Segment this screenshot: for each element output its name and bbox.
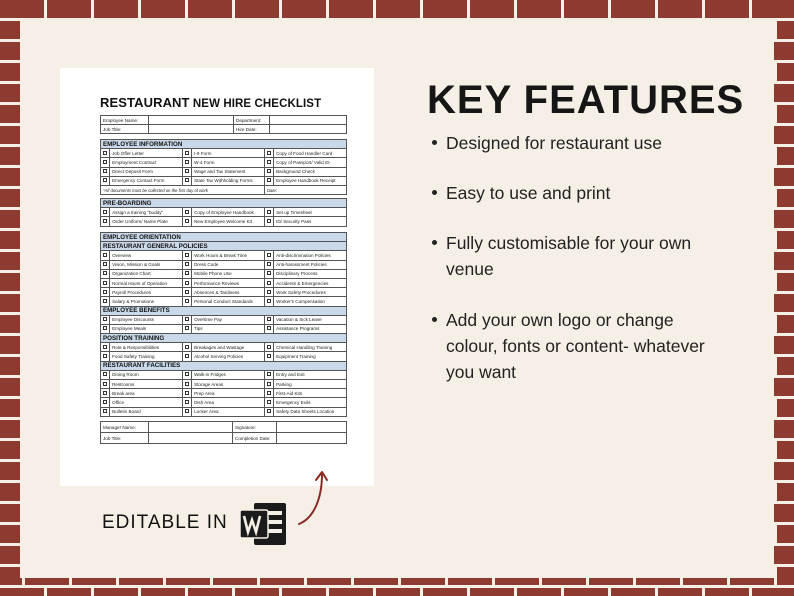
brick	[777, 21, 794, 39]
brick	[0, 399, 22, 417]
checkbox[interactable]	[101, 167, 110, 176]
brick	[658, 0, 702, 18]
checkbox[interactable]	[182, 217, 191, 226]
brick	[777, 567, 794, 585]
checkbox[interactable]	[264, 370, 273, 379]
checkbox[interactable]	[182, 260, 191, 269]
brick	[282, 0, 326, 18]
checklist-item-label: Order Uniform/ Name Plate	[110, 217, 183, 226]
header-fields	[100, 115, 347, 134]
checklist-item-label: Bulletin Board	[110, 407, 183, 416]
checklist-item-label: Performance Reviews	[192, 278, 265, 287]
checkbox[interactable]	[264, 343, 273, 352]
brick	[47, 588, 91, 596]
checklist-item-label: State Tax Withholding Forms	[192, 176, 265, 185]
section-heading: EMPLOYEE INFORMATION	[101, 140, 347, 149]
checkbox[interactable]	[182, 167, 191, 176]
brick	[235, 588, 279, 596]
brick	[0, 483, 22, 501]
brick	[94, 588, 138, 596]
curved-arrow-icon	[296, 468, 330, 528]
brick	[0, 441, 22, 459]
job-title-field[interactable]	[149, 125, 234, 134]
brick	[611, 0, 655, 18]
checkbox[interactable]	[101, 380, 110, 389]
brick	[564, 588, 608, 596]
checkbox[interactable]	[101, 343, 110, 352]
checklist-row	[101, 217, 347, 226]
checklist-row	[101, 158, 347, 167]
checklist-item-label: Parking	[274, 380, 347, 389]
checklist-item-label: Overview	[110, 251, 183, 260]
checklist-item-label: Copy of Employee Handbook	[192, 208, 265, 217]
checklist-item-label: Employee Discounts	[110, 315, 183, 324]
checkbox[interactable]	[101, 398, 110, 407]
section-heading: RESTAURANT GENERAL POLICIES	[101, 242, 347, 251]
brick	[188, 0, 232, 18]
checkbox[interactable]	[101, 389, 110, 398]
checklist-item-label: Copy of Food Handler Card	[274, 149, 347, 158]
checklist-item-label: New Employee Welcome Kit	[192, 217, 265, 226]
brick	[0, 21, 22, 39]
brick	[141, 588, 185, 596]
brick	[470, 588, 514, 596]
checkbox[interactable]	[101, 370, 110, 379]
checkbox[interactable]	[101, 269, 110, 278]
checklist-row	[101, 208, 347, 217]
department-label: Department:	[234, 116, 270, 125]
manager-name-field[interactable]	[149, 422, 233, 433]
checklist-item-label: Tips	[192, 324, 265, 333]
feature-text: Fully customisable for your own venue	[446, 233, 692, 279]
checklist-item-label: Employee Handbook Receipt	[274, 176, 347, 185]
checkbox[interactable]	[101, 176, 110, 185]
checklist-row	[101, 407, 347, 416]
checklist-item-label: Absences & Tardiness	[192, 288, 265, 297]
feature-text: Designed for restaurant use	[446, 133, 662, 153]
checklist-row	[101, 251, 347, 260]
checklist-item-label: I-9 Form	[192, 149, 265, 158]
footer-job-title-label: Job Title:	[101, 433, 149, 444]
checkbox[interactable]	[101, 407, 110, 416]
checkbox[interactable]	[182, 380, 191, 389]
checkbox[interactable]	[264, 297, 273, 306]
checklist-item-label: Organization Chart	[110, 269, 183, 278]
checkbox[interactable]	[101, 297, 110, 306]
checklist-item-label: Copy of Passport/ Valid ID	[274, 158, 347, 167]
signature-field[interactable]	[277, 422, 347, 433]
checkbox[interactable]	[264, 251, 273, 260]
hire-date-label: Hire Date:	[234, 125, 270, 134]
checkbox[interactable]	[264, 398, 273, 407]
checklist-item-label: W-4 Form	[192, 158, 265, 167]
checkbox[interactable]	[264, 158, 273, 167]
checklist-row	[101, 389, 347, 398]
brick	[0, 357, 22, 375]
document-title	[100, 95, 321, 110]
checklist-item-label: Restrooms	[110, 380, 183, 389]
section-heading: EMPLOYEE ORIENTATION	[101, 233, 347, 242]
checklist-row	[101, 398, 347, 407]
brick	[329, 588, 373, 596]
feature-item	[430, 130, 720, 156]
checklist-item-label: Entry and Exit	[274, 370, 347, 379]
brick	[329, 0, 373, 18]
checklist-item-label: Dress Code	[192, 260, 265, 269]
section-heading: RESTAURANT FACILITIES	[101, 361, 347, 370]
checklist-row	[101, 288, 347, 297]
department-field[interactable]	[270, 116, 347, 125]
checklist-item-label: Office	[110, 398, 183, 407]
footer-fields	[100, 421, 347, 444]
brick	[376, 0, 420, 18]
checklist-item-label: Locker Area	[192, 407, 265, 416]
checklist-row	[101, 297, 347, 306]
brick	[777, 483, 794, 501]
brick	[94, 0, 138, 18]
title-new-hire-checklist: NEW HIRE CHECKLIST	[192, 98, 322, 110]
checklist-item-label: Prep Area	[192, 389, 265, 398]
checkbox[interactable]	[264, 208, 273, 217]
checklist-item-label: Direct Deposit Form	[110, 167, 183, 176]
documents-note: *All documents must be collected on the first day of work	[101, 185, 265, 194]
checklist-item-label: First-Aid Kits	[274, 389, 347, 398]
checklist-item-label: Worker's Compensation	[274, 297, 347, 306]
checkbox[interactable]	[182, 176, 191, 185]
word-icon	[240, 501, 288, 547]
section-employee-orientation	[100, 232, 347, 417]
brick	[0, 231, 22, 249]
brick	[0, 0, 44, 18]
checkbox[interactable]	[101, 315, 110, 324]
signature-label: Signature:	[233, 422, 277, 433]
checkbox[interactable]	[182, 389, 191, 398]
checkbox[interactable]	[101, 158, 110, 167]
checkbox[interactable]	[264, 324, 273, 333]
checklist-item-label: Chemical Handling Training	[274, 343, 347, 352]
checkbox[interactable]	[264, 217, 273, 226]
brick	[777, 189, 794, 207]
checkbox[interactable]	[101, 149, 110, 158]
checklist-item-label: Role & Responsibilities	[110, 343, 183, 352]
title-restaurant: RESTAURANT	[100, 95, 190, 110]
checklist-row	[101, 380, 347, 389]
checklist-item-label: Disciplinary Process	[274, 269, 347, 278]
brick	[705, 0, 749, 18]
checkbox[interactable]	[264, 288, 273, 297]
editable-in-label: EDITABLE IN	[102, 512, 228, 533]
checklist-item-label: Vision, Mission & Goals	[110, 260, 183, 269]
section-heading: EMPLOYEE BENEFITS	[101, 306, 347, 315]
section-heading: POSITION TRAINING	[101, 334, 347, 343]
checkbox[interactable]	[182, 158, 191, 167]
brick	[777, 63, 794, 81]
checklist-item-label: Salary & Promotions	[110, 297, 183, 306]
checklist-item-label: Background Check	[274, 167, 347, 176]
checkbox[interactable]	[182, 343, 191, 352]
brick	[0, 525, 22, 543]
brick	[423, 588, 467, 596]
checkbox[interactable]	[264, 407, 273, 416]
brick	[0, 567, 22, 585]
checklist-item-label: Work Hours & Break Time	[192, 251, 265, 260]
checkbox[interactable]	[101, 217, 110, 226]
checkbox[interactable]	[182, 297, 191, 306]
checklist-item-label: Payroll Procedures	[110, 288, 183, 297]
brick	[0, 189, 22, 207]
feature-text: Easy to use and print	[446, 183, 611, 203]
checklist-item-label: Vacation & Sick Leave	[274, 315, 347, 324]
feature-text: Add your own logo or change colour, fonts or content- whatever you want	[446, 310, 705, 382]
hire-date-field[interactable]	[270, 125, 347, 134]
checkbox[interactable]	[264, 260, 273, 269]
section-pre-boarding	[100, 198, 347, 227]
brick	[470, 0, 514, 18]
checklist-item-label: Breakages and Wastage	[192, 343, 265, 352]
brick	[517, 0, 561, 18]
checklist-item-label: Emergency Contact Form	[110, 176, 183, 185]
manager-name-label: Manager Name:	[101, 422, 149, 433]
checklist-item-label: Break area	[110, 389, 183, 398]
brick	[777, 525, 794, 543]
brick	[0, 315, 22, 333]
checkbox[interactable]	[182, 370, 191, 379]
checkbox[interactable]	[182, 149, 191, 158]
checklist-item-label: Accidents & Emergencies	[274, 278, 347, 287]
key-features-heading: KEY FEATURES	[427, 78, 745, 122]
bullet-icon	[432, 190, 437, 195]
checkbox[interactable]	[182, 324, 191, 333]
brick	[376, 588, 420, 596]
checklist-item-label: Dish Area	[192, 398, 265, 407]
checklist-item-label: Storage Areas	[192, 380, 265, 389]
brick	[777, 147, 794, 165]
brick	[517, 588, 561, 596]
checklist-row	[101, 352, 347, 361]
checklist-row	[101, 260, 347, 269]
brick	[611, 588, 655, 596]
checkbox[interactable]	[182, 269, 191, 278]
checklist-item-label: Assistance Programs	[274, 324, 347, 333]
checklist-item-label: ID/ Security Pass	[274, 217, 347, 226]
checkbox[interactable]	[264, 380, 273, 389]
checklist-item-label: Food Safety Training	[110, 352, 183, 361]
checkbox[interactable]	[264, 315, 273, 324]
checklist-row	[101, 149, 347, 158]
completion-date-field[interactable]	[277, 433, 347, 444]
checkbox[interactable]	[182, 315, 191, 324]
brick	[47, 0, 91, 18]
feature-item	[430, 230, 720, 282]
brick	[777, 315, 794, 333]
brick	[658, 588, 702, 596]
checklist-row	[101, 176, 347, 185]
checkbox[interactable]	[101, 352, 110, 361]
checkbox[interactable]	[264, 352, 273, 361]
brick	[0, 273, 22, 291]
checklist-row	[101, 278, 347, 287]
checkbox[interactable]	[264, 167, 273, 176]
completion-date-label: Completion Date:	[233, 433, 277, 444]
employee-name-field[interactable]	[149, 116, 234, 125]
checkbox[interactable]	[264, 176, 273, 185]
checklist-item-label: Mobile Phone Use	[192, 269, 265, 278]
checklist-item-label: Walk-in Fridges	[192, 370, 265, 379]
checkbox[interactable]	[182, 251, 191, 260]
brick	[0, 105, 22, 123]
checkbox[interactable]	[101, 324, 110, 333]
brick	[777, 273, 794, 291]
brick	[0, 588, 44, 596]
checklist-item-label: Emergency Exits	[274, 398, 347, 407]
checklist-item-label: Normal Hours of Operation	[110, 278, 183, 287]
checkbox[interactable]	[182, 407, 191, 416]
checkbox[interactable]	[264, 278, 273, 287]
checkbox[interactable]	[264, 269, 273, 278]
feature-item	[430, 180, 720, 206]
checkbox[interactable]	[182, 352, 191, 361]
checklist-item-label: Employee Meals	[110, 324, 183, 333]
date-label: Date:	[264, 185, 346, 194]
checklist-item-label: Job Offer Letter	[110, 149, 183, 158]
brick	[777, 357, 794, 375]
bullet-icon	[432, 240, 437, 245]
brick	[705, 588, 749, 596]
brick	[752, 0, 794, 18]
brick	[0, 147, 22, 165]
checklist-row	[101, 167, 347, 176]
checklist-item-label: Work Safety Procedures	[274, 288, 347, 297]
brick	[564, 0, 608, 18]
brick	[777, 441, 794, 459]
checklist-item-label: Wage and Tax Statement	[192, 167, 265, 176]
feature-item	[430, 307, 720, 385]
brick	[777, 105, 794, 123]
bullet-icon	[432, 140, 437, 145]
section-employee-information	[100, 139, 347, 195]
checkbox[interactable]	[182, 398, 191, 407]
checkbox[interactable]	[182, 208, 191, 217]
bullet-icon	[432, 317, 437, 322]
checkbox[interactable]	[101, 251, 110, 260]
brick	[777, 399, 794, 417]
brick	[423, 0, 467, 18]
checkbox[interactable]	[101, 278, 110, 287]
checkbox[interactable]	[264, 149, 273, 158]
brick	[235, 0, 279, 18]
brick	[752, 588, 794, 596]
checklist-row	[101, 343, 347, 352]
checklist-item-label: Employment Contract	[110, 158, 183, 167]
employee-name-label: Employee Name:	[101, 116, 149, 125]
checklist-row	[101, 324, 347, 333]
checkbox[interactable]	[264, 389, 273, 398]
checklist-row	[101, 370, 347, 379]
brick	[188, 588, 232, 596]
checklist-row	[101, 315, 347, 324]
checklist-item-label: Alcohol Serving Policies	[192, 352, 265, 361]
checklist-item-label: Anti-discrimination Policies	[274, 251, 347, 260]
checklist-item-label: Anti-harassment Policies	[274, 260, 347, 269]
section-heading: PRE-BOARDING	[101, 199, 347, 208]
brick	[141, 0, 185, 18]
job-title-label: Job Title:	[101, 125, 149, 134]
checklist-item-label: Safety Data Sheets Location	[274, 407, 347, 416]
checkbox[interactable]	[182, 288, 191, 297]
brick	[0, 63, 22, 81]
checkbox[interactable]	[101, 288, 110, 297]
checklist-item-label: Personal Conduct Standards	[192, 297, 265, 306]
checklist-row	[101, 269, 347, 278]
checkbox[interactable]	[101, 208, 110, 217]
checkbox[interactable]	[101, 260, 110, 269]
checklist-item-label: Overtime Pay	[192, 315, 265, 324]
checklist-item-label: Set up Timesheet	[274, 208, 347, 217]
checklist-item-label: Assign a training "buddy"	[110, 208, 183, 217]
checklist-item-label: Equipment Training	[274, 352, 347, 361]
checklist-item-label: Dining Room	[110, 370, 183, 379]
checkbox[interactable]	[182, 278, 191, 287]
footer-job-title-field[interactable]	[149, 433, 233, 444]
brick	[777, 231, 794, 249]
brick	[282, 588, 326, 596]
